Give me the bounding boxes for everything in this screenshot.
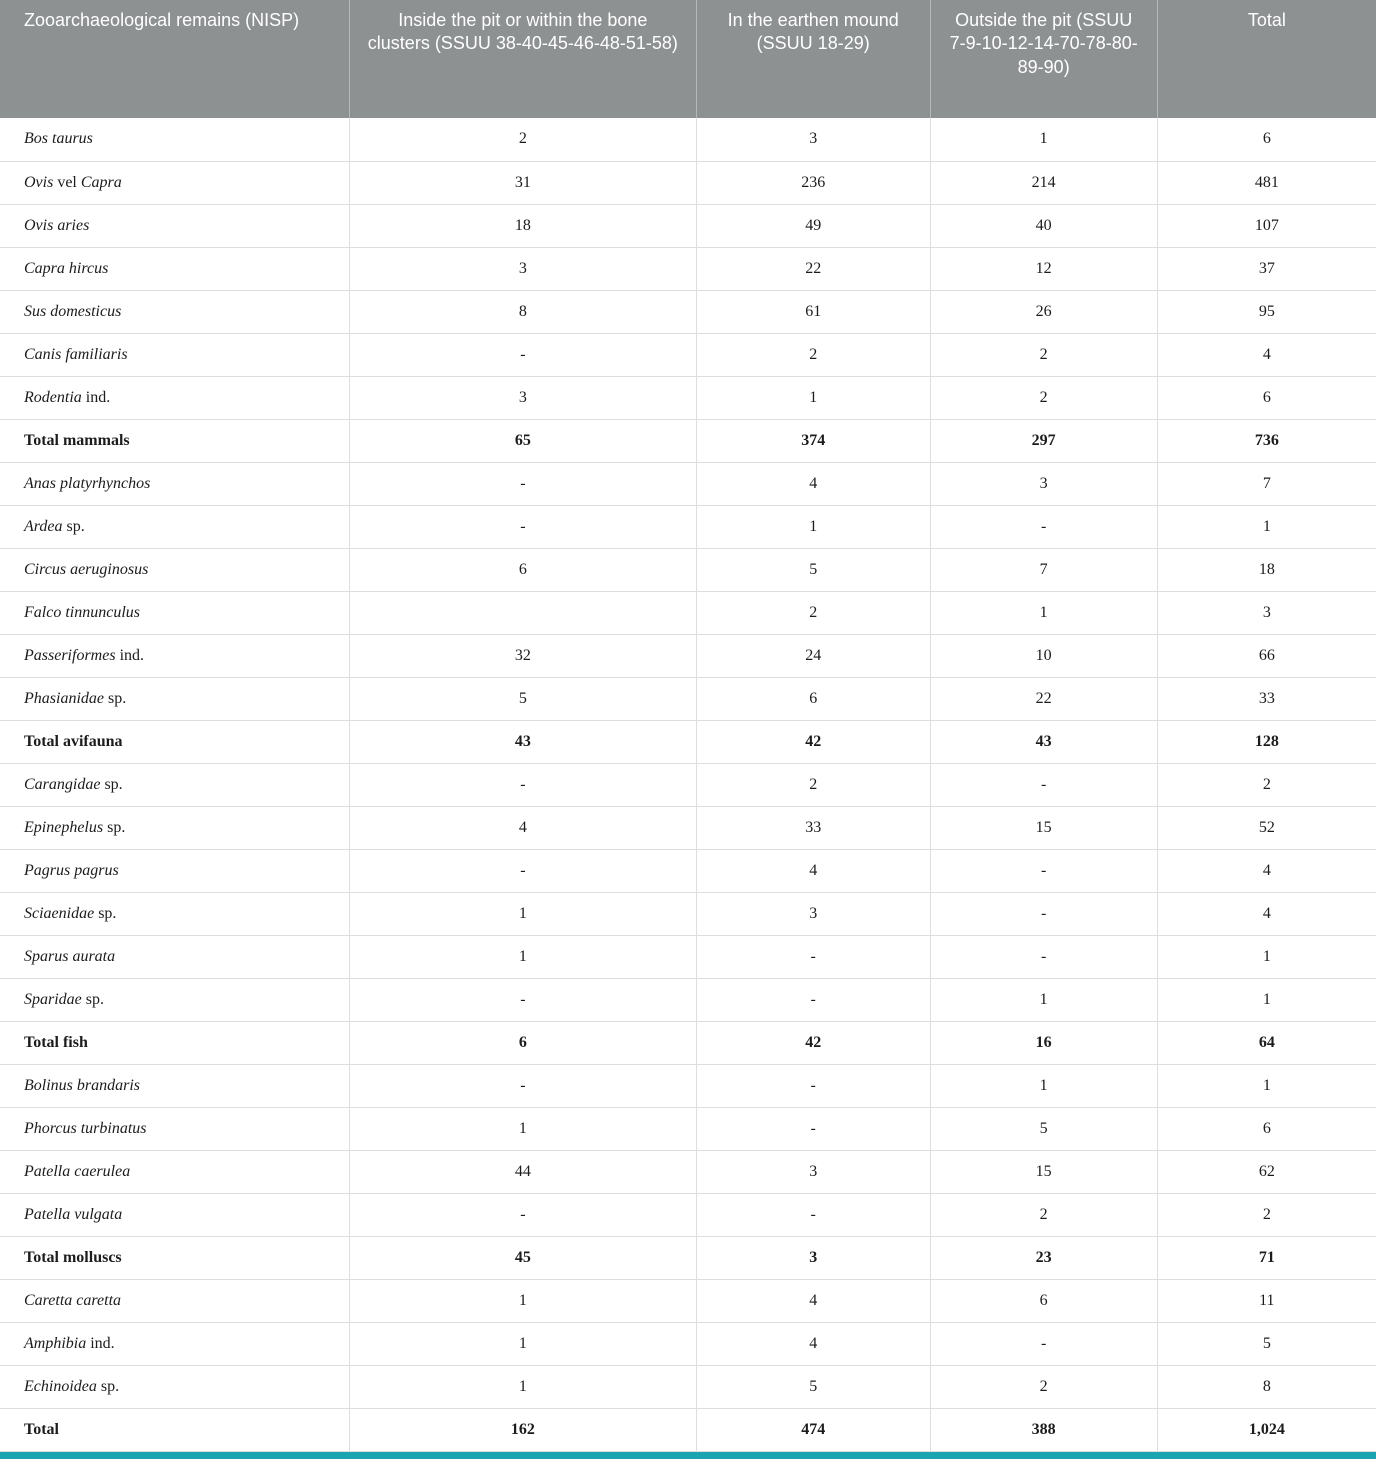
value-cell: 6 <box>1157 1107 1376 1150</box>
value-cell: - <box>350 1193 697 1236</box>
value-cell: - <box>350 849 697 892</box>
taxon-name: Patella vulgata <box>24 1205 123 1223</box>
value-cell: 42 <box>696 720 930 763</box>
species-cell <box>0 548 350 591</box>
value-cell: 37 <box>1157 247 1376 290</box>
value-cell: 15 <box>930 1150 1157 1193</box>
label-text: Total <box>24 1420 59 1438</box>
total-row <box>0 1236 1376 1279</box>
value-cell: 8 <box>350 290 697 333</box>
value-cell: 40 <box>930 204 1157 247</box>
value-cell: 18 <box>350 204 697 247</box>
species-cell <box>0 1365 350 1408</box>
value-cell: 6 <box>1157 376 1376 419</box>
species-cell <box>0 591 350 634</box>
value-cell: 1 <box>1157 978 1376 1021</box>
value-cell: 3 <box>696 892 930 935</box>
value-cell: 45 <box>350 1236 697 1279</box>
value-cell: 4 <box>696 1322 930 1365</box>
column-header-remains: Zooarchaeological remains (NISP) <box>0 0 350 118</box>
value-cell: 62 <box>1157 1150 1376 1193</box>
value-cell: 2 <box>350 118 697 161</box>
species-cell <box>0 290 350 333</box>
table-row <box>0 462 1376 505</box>
species-cell <box>0 1107 350 1150</box>
table-row <box>0 763 1376 806</box>
table-row <box>0 376 1376 419</box>
taxon-name: Rodentia <box>24 388 82 406</box>
table-row <box>0 1322 1376 1365</box>
table-row <box>0 978 1376 1021</box>
value-cell: 8 <box>1157 1365 1376 1408</box>
column-header-outside-pit: Outside the pit (SSUU 7-9-10-12-14-70-78-80-89-90) <box>930 0 1157 118</box>
table-row <box>0 806 1376 849</box>
value-cell: 4 <box>696 1279 930 1322</box>
label-text: sp. <box>81 990 105 1008</box>
value-cell: - <box>930 505 1157 548</box>
header-row <box>0 0 1376 118</box>
value-cell: 7 <box>1157 462 1376 505</box>
value-cell: - <box>930 1322 1157 1365</box>
species-cell <box>0 806 350 849</box>
value-cell: 3 <box>696 118 930 161</box>
value-cell: - <box>696 978 930 1021</box>
value-cell: - <box>930 892 1157 935</box>
value-cell: 33 <box>696 806 930 849</box>
value-cell: 71 <box>1157 1236 1376 1279</box>
value-cell: 5 <box>696 1365 930 1408</box>
value-cell: 24 <box>696 634 930 677</box>
value-cell: 1 <box>350 1279 697 1322</box>
column-header-inside-pit: Inside the pit or within the bone clusters (SSUU 38-40-45-46-48-51-58) <box>350 0 697 118</box>
species-cell <box>0 1193 350 1236</box>
table-body <box>0 118 1376 1451</box>
column-header-earthen-mound: In the earthen mound (SSUU 18-29) <box>696 0 930 118</box>
value-cell: 52 <box>1157 806 1376 849</box>
value-cell: 2 <box>696 333 930 376</box>
taxon-name: Ovis <box>24 173 54 191</box>
label-text: sp. <box>104 689 127 707</box>
value-cell: 43 <box>350 720 697 763</box>
taxon-name: Anas platyrhynchos <box>24 474 151 492</box>
species-cell <box>0 1322 350 1365</box>
value-cell: 1 <box>1157 1064 1376 1107</box>
species-cell <box>0 1021 350 1064</box>
value-cell: 1 <box>350 1107 697 1150</box>
table-row <box>0 634 1376 677</box>
species-cell <box>0 118 350 161</box>
value-cell: - <box>696 1064 930 1107</box>
value-cell: - <box>696 935 930 978</box>
species-cell <box>0 1150 350 1193</box>
taxon-name: Echinoidea <box>24 1377 97 1395</box>
taxon-name: Falco tinnunculus <box>24 603 140 621</box>
taxon-name: Epinephelus <box>24 818 104 836</box>
value-cell: 95 <box>1157 290 1376 333</box>
value-cell: 6 <box>696 677 930 720</box>
value-cell: 1 <box>930 1064 1157 1107</box>
value-cell: 44 <box>350 1150 697 1193</box>
value-cell: 1 <box>696 376 930 419</box>
species-cell <box>0 1236 350 1279</box>
value-cell: 5 <box>350 677 697 720</box>
value-cell: 4 <box>696 462 930 505</box>
value-cell: 64 <box>1157 1021 1376 1064</box>
value-cell: 374 <box>696 419 930 462</box>
species-cell <box>0 161 350 204</box>
label-text: Total fish <box>24 1033 88 1051</box>
taxon-name: Canis familiaris <box>24 345 128 363</box>
value-cell: 49 <box>696 204 930 247</box>
table-row <box>0 247 1376 290</box>
value-cell: 2 <box>930 333 1157 376</box>
value-cell: 6 <box>350 548 697 591</box>
species-cell <box>0 677 350 720</box>
value-cell: 2 <box>930 1365 1157 1408</box>
value-cell: - <box>930 935 1157 978</box>
species-cell <box>0 892 350 935</box>
species-cell <box>0 247 350 290</box>
value-cell: 481 <box>1157 161 1376 204</box>
value-cell: 42 <box>696 1021 930 1064</box>
taxon-name: Capra <box>80 173 122 191</box>
value-cell: 2 <box>1157 1193 1376 1236</box>
value-cell: 3 <box>930 462 1157 505</box>
table-row <box>0 333 1376 376</box>
value-cell: 1 <box>696 505 930 548</box>
value-cell: 297 <box>930 419 1157 462</box>
taxon-name: Phasianidae <box>24 689 104 707</box>
label-text: Total molluscs <box>24 1248 122 1266</box>
taxon-name: Sparus aurata <box>24 947 116 965</box>
value-cell: 1 <box>350 1365 697 1408</box>
label-text: sp. <box>100 775 123 793</box>
total-row <box>0 419 1376 462</box>
value-cell: 3 <box>350 247 697 290</box>
species-cell <box>0 462 350 505</box>
label-text: ind. <box>115 646 145 664</box>
value-cell: 18 <box>1157 548 1376 591</box>
value-cell: - <box>350 763 697 806</box>
value-cell: - <box>350 505 697 548</box>
value-cell: 65 <box>350 419 697 462</box>
value-cell: - <box>350 462 697 505</box>
value-cell: 107 <box>1157 204 1376 247</box>
value-cell: 11 <box>1157 1279 1376 1322</box>
species-cell <box>0 204 350 247</box>
value-cell: 2 <box>930 1193 1157 1236</box>
value-cell: 22 <box>930 677 1157 720</box>
taxon-name: Sparidae <box>24 990 82 1008</box>
species-cell <box>0 935 350 978</box>
taxon-name: Sus domesticus <box>24 302 122 320</box>
taxon-name: Pagrus pagrus <box>24 861 119 879</box>
species-cell <box>0 333 350 376</box>
taxon-name: Phorcus turbinatus <box>24 1119 147 1137</box>
species-cell <box>0 763 350 806</box>
value-cell: 6 <box>1157 118 1376 161</box>
value-cell: 2 <box>696 763 930 806</box>
value-cell: - <box>930 763 1157 806</box>
value-cell: 2 <box>696 591 930 634</box>
accent-bar <box>0 1452 1376 1459</box>
value-cell: 7 <box>930 548 1157 591</box>
value-cell: 1 <box>930 118 1157 161</box>
value-cell: 31 <box>350 161 697 204</box>
value-cell: 162 <box>350 1408 697 1451</box>
taxon-name: Capra hircus <box>24 259 109 277</box>
label-text: Total avifauna <box>24 732 123 750</box>
value-cell: 3 <box>696 1236 930 1279</box>
value-cell: 22 <box>696 247 930 290</box>
value-cell: 1 <box>930 978 1157 1021</box>
table-row <box>0 204 1376 247</box>
value-cell: - <box>930 849 1157 892</box>
table-row <box>0 161 1376 204</box>
value-cell: 5 <box>930 1107 1157 1150</box>
table-row <box>0 892 1376 935</box>
value-cell: 1 <box>1157 505 1376 548</box>
table-row <box>0 1150 1376 1193</box>
value-cell: 3 <box>1157 591 1376 634</box>
taxon-name: Bolinus brandaris <box>24 1076 141 1094</box>
table-row <box>0 849 1376 892</box>
value-cell: 12 <box>930 247 1157 290</box>
value-cell: 736 <box>1157 419 1376 462</box>
value-cell: - <box>696 1193 930 1236</box>
value-cell: 1 <box>1157 935 1376 978</box>
value-cell: 23 <box>930 1236 1157 1279</box>
value-cell: 10 <box>930 634 1157 677</box>
value-cell: 128 <box>1157 720 1376 763</box>
value-cell: 26 <box>930 290 1157 333</box>
value-cell: 6 <box>930 1279 1157 1322</box>
total-row <box>0 720 1376 763</box>
label-text: sp. <box>103 818 126 836</box>
taxon-name: Ardea <box>24 517 63 535</box>
value-cell: 2 <box>1157 763 1376 806</box>
value-cell: 1 <box>350 935 697 978</box>
label-text: ind. <box>86 1334 115 1352</box>
value-cell: 16 <box>930 1021 1157 1064</box>
value-cell: 5 <box>696 548 930 591</box>
label-text: vel <box>53 173 81 191</box>
table-row <box>0 1279 1376 1322</box>
value-cell: 6 <box>350 1021 697 1064</box>
value-cell: 43 <box>930 720 1157 763</box>
value-cell: - <box>350 333 697 376</box>
taxon-name: Passeriformes <box>24 646 116 664</box>
table-row <box>0 1365 1376 1408</box>
species-cell <box>0 505 350 548</box>
table-row <box>0 290 1376 333</box>
value-cell: 3 <box>350 376 697 419</box>
value-cell: 4 <box>350 806 697 849</box>
label-text: sp. <box>62 517 85 535</box>
value-cell: 474 <box>696 1408 930 1451</box>
value-cell: 5 <box>1157 1322 1376 1365</box>
value-cell: 15 <box>930 806 1157 849</box>
taxon-name: Caretta caretta <box>24 1291 122 1309</box>
taxon-name: Carangidae <box>24 775 101 793</box>
taxon-name: Ovis aries <box>24 216 90 234</box>
value-cell: 4 <box>1157 849 1376 892</box>
value-cell: - <box>350 1064 697 1107</box>
label-text: Total mammals <box>24 431 130 449</box>
species-cell <box>0 376 350 419</box>
table-row <box>0 677 1376 720</box>
value-cell: 1 <box>350 1322 697 1365</box>
table-row <box>0 935 1376 978</box>
value-cell: 2 <box>930 376 1157 419</box>
table-row <box>0 1064 1376 1107</box>
species-cell <box>0 1408 350 1451</box>
label-text: sp. <box>94 904 117 922</box>
taxon-name: Amphibia <box>24 1334 87 1352</box>
label-text: sp. <box>96 1377 120 1395</box>
value-cell: 33 <box>1157 677 1376 720</box>
taxon-name: Circus aeruginosus <box>24 560 149 578</box>
value-cell: 4 <box>1157 333 1376 376</box>
table-row <box>0 1107 1376 1150</box>
table-row <box>0 548 1376 591</box>
table-row <box>0 1193 1376 1236</box>
table-row <box>0 505 1376 548</box>
species-cell <box>0 1064 350 1107</box>
value-cell: 4 <box>696 849 930 892</box>
species-cell <box>0 849 350 892</box>
value-cell: 388 <box>930 1408 1157 1451</box>
value-cell: - <box>350 978 697 1021</box>
column-header-total: Total <box>1157 0 1376 118</box>
table-row <box>0 118 1376 161</box>
taxon-name: Patella caerulea <box>24 1162 131 1180</box>
species-cell <box>0 978 350 1021</box>
taxon-name: Bos taurus <box>24 130 93 148</box>
value-cell: 1 <box>930 591 1157 634</box>
value-cell: 3 <box>696 1150 930 1193</box>
value-cell: 61 <box>696 290 930 333</box>
value-cell: - <box>696 1107 930 1150</box>
taxon-name: Sciaenidae <box>24 904 95 922</box>
label-text: ind. <box>81 388 111 406</box>
value-cell: 32 <box>350 634 697 677</box>
species-cell <box>0 419 350 462</box>
value-cell: 1,024 <box>1157 1408 1376 1451</box>
value-cell <box>350 591 697 634</box>
value-cell: 214 <box>930 161 1157 204</box>
species-cell <box>0 1279 350 1322</box>
table-row <box>0 591 1376 634</box>
total-row <box>0 1408 1376 1451</box>
value-cell: 4 <box>1157 892 1376 935</box>
value-cell: 1 <box>350 892 697 935</box>
value-cell: 66 <box>1157 634 1376 677</box>
total-row <box>0 1021 1376 1064</box>
species-cell <box>0 720 350 763</box>
species-cell <box>0 634 350 677</box>
value-cell: 236 <box>696 161 930 204</box>
